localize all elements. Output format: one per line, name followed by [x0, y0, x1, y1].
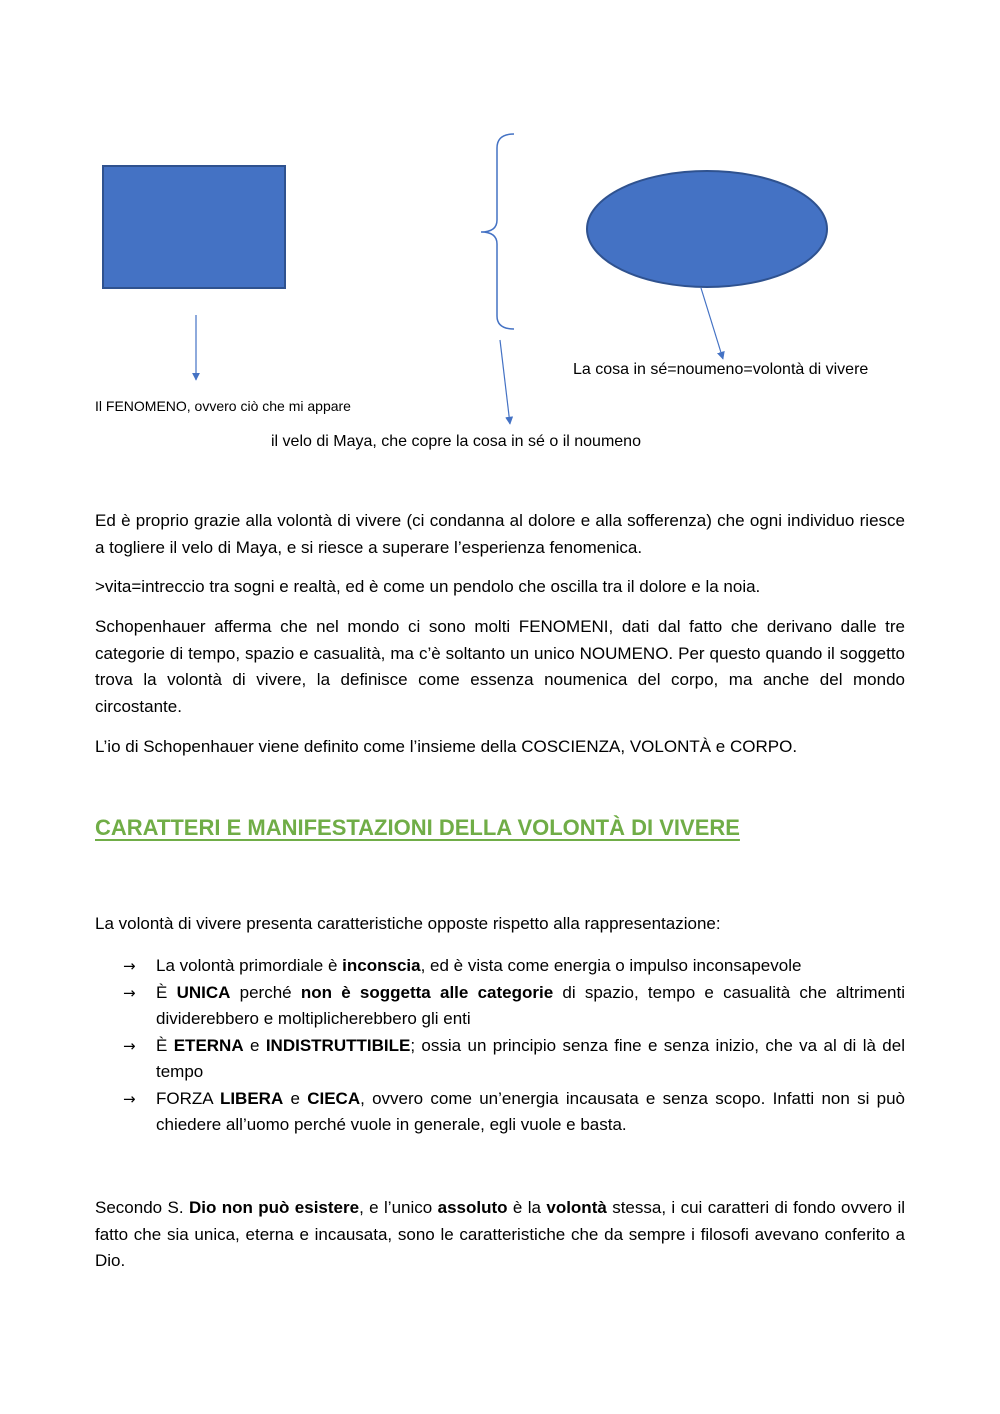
- list-item: [123, 1033, 905, 1086]
- phenomenon-label: Il FENOMENO, ovvero ciò che mi appare: [95, 398, 351, 414]
- item-text: di spazio, tempo e casualità che altrimenti dividerebbero e moltiplicherebbero gli enti: [156, 982, 906, 1028]
- paragraph-text: [95, 1195, 905, 1275]
- closing-text: Secondo S.: [95, 1198, 189, 1217]
- item-text: ; ossia un principio senza fine e senza inizio, che va al di là del tempo: [156, 1035, 905, 1081]
- item-bold-text: inconscia: [342, 956, 421, 975]
- right-arrow-icon: →: [123, 1036, 136, 1055]
- item-bold-text: CIECA: [307, 1088, 361, 1108]
- characteristics-list: [123, 953, 905, 1139]
- paragraph-text: L’io di Schopenhauer viene definito come l’insieme della COSCIENZA, VOLONTÀ e CORPO.: [95, 737, 798, 756]
- item-text: È: [156, 1035, 174, 1055]
- maya-veil-label: il velo di Maya, che copre la cosa in sé o il noumeno: [271, 433, 641, 450]
- paragraph-self: [95, 734, 905, 761]
- closing-bold-text: Dio non può esistere: [188, 1198, 360, 1217]
- paragraph-text: >vita=intreccio tra sogni e realtà, ed è come un pendolo che oscilla tra il dolore e la noia.: [95, 577, 761, 596]
- paragraph-text: Schopenhauer afferma che nel mondo ci sono molti FENOMENI, dati dal fatto che derivano dalle tre categorie di tempo, spazio e casualità, ma c’è soltanto un unico NOUMENO. Per questo quando il soggetto trova la volontà di vivere, la definisce come essenza noumenica del corpo, ma anche del mondo circostante.: [95, 617, 905, 716]
- noumenon-arrow: [701, 288, 723, 359]
- maya-veil-brace: [481, 134, 514, 329]
- item-text: FORZA: [156, 1088, 220, 1108]
- item-bold-text: UNICA: [176, 982, 231, 1002]
- right-arrow-icon: →: [123, 957, 136, 975]
- closing-paragraph: [95, 1195, 905, 1275]
- paragraph-text: La volontà di vivere presenta caratteristiche opposte rispetto alla rappresentazione:: [95, 914, 721, 933]
- noumenon-ellipse: [587, 171, 827, 287]
- paragraph-text: Ed è proprio grazie alla volontà di vivere (ci condanna al dolore e alla sofferenza) che ogni individuo riesce a togliere il velo di Maya, e si riesce a superare l’esperienza fenomenica.: [95, 511, 905, 557]
- right-arrow-icon: →: [123, 983, 136, 1002]
- list-item: [123, 980, 905, 1033]
- paragraph-life: [95, 574, 905, 601]
- closing-text: stessa, i cui caratteri di fondo ovvero il fatto che sia unica, eterna e incausata, sono le caratteristiche che da sempre i filosofi avevano conferito a Dio.: [95, 1198, 906, 1270]
- phenomenon-rectangle: [103, 166, 285, 288]
- noumenon-label: La cosa in sé=noumeno=volontà di vivere: [573, 361, 869, 378]
- right-arrow-icon: →: [123, 1089, 136, 1108]
- item-text: e: [243, 1035, 266, 1055]
- item-text: La volontà primordiale è: [156, 956, 343, 975]
- item-text: e: [283, 1088, 308, 1108]
- item-text: , ovvero come un’energia incausata e senza scopo. Infatti non si può chiedere all’uomo perché vuole in generale, egli vuole e basta.: [156, 1088, 905, 1134]
- closing-text: è la: [507, 1198, 547, 1217]
- list-item: [123, 953, 905, 980]
- item-bold-text: LIBERA: [219, 1088, 284, 1108]
- item-bold-text: non è soggetta alle categorie: [300, 982, 554, 1002]
- closing-bold-text: assoluto: [437, 1198, 508, 1217]
- item-text: perché: [230, 982, 301, 1002]
- section-heading: CARATTERI E MANIFESTAZIONI DELLA VOLONTÀ DI VIVERE: [95, 815, 740, 840]
- item-text: , ed è vista come energia o impulso inconsapevole: [420, 956, 802, 975]
- intro-paragraph: [95, 911, 905, 938]
- closing-text: , e l’unico: [359, 1198, 438, 1217]
- item-bold-text: ETERNA: [173, 1035, 244, 1055]
- list-item: [123, 1086, 905, 1139]
- paragraph-veil: [95, 508, 905, 561]
- paragraph-phenomena: [95, 614, 905, 720]
- item-text: È: [156, 982, 177, 1002]
- item-bold-text: INDISTRUTTIBILE: [265, 1035, 411, 1055]
- closing-bold-text: volontà: [546, 1198, 607, 1217]
- maya-veil-arrow: [500, 340, 510, 424]
